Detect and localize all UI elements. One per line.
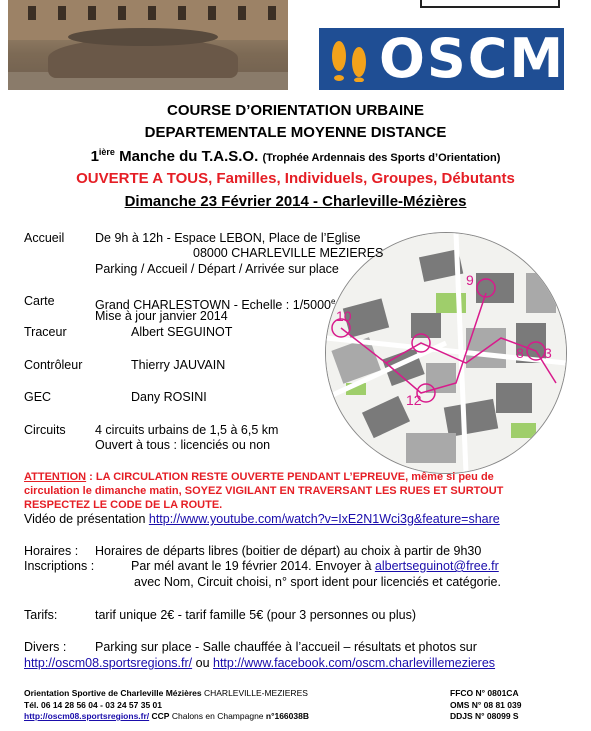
oscm-logo [319, 28, 564, 90]
accueil-line-1: De 9h à 12h - Espace LEBON, Place de l’Eglise [95, 231, 361, 245]
horaires-value: Horaires de départs libres (boitier de départ) au choix à partir de 9h30 [95, 544, 482, 558]
map-control-label: 3 [544, 345, 552, 361]
footer-phone: Tél. 06 14 28 56 04 - 03 24 57 35 01 [24, 699, 162, 710]
map-control-label: 8 [516, 345, 524, 361]
carte-scale: Grand CHARLESTOWN - Echelle : 1/5000 [95, 298, 331, 313]
inscriptions-line-2: avec Nom, Circuit choisi, n° sport ident pour licenciés et catégorie. [134, 575, 501, 589]
carte-line-2: Mise à jour janvier 2014 [95, 309, 228, 323]
divers-label: Divers : [24, 640, 67, 654]
map-control-label: 12 [406, 392, 422, 408]
horaires-label: Horaires : [24, 544, 79, 558]
video-line [24, 512, 500, 527]
footer-right [450, 688, 521, 723]
title-line-3 [0, 147, 591, 165]
facebook-link[interactable]: http://www.facebook.com/oscm.charlevillemezieres [213, 656, 496, 670]
attention-line-2: circulation le dimanche matin, SOYEZ VIGILANT EN TRAVERSANT LES RUES ET SURTOUT [24, 485, 504, 497]
accueil-label: Accueil [24, 231, 65, 245]
inscriptions-line-1 [131, 559, 499, 574]
title-line-1: COURSE D’ORIENTATION URBAINE [167, 102, 424, 119]
tarifs-value: tarif unique 2€ - tarif famille 5€ (pour 3 personnes ou plus) [95, 608, 417, 622]
controleur-label: Contrôleur [24, 358, 83, 372]
map-control-label: 10 [336, 308, 352, 324]
inscriptions-text: Par mél avant le 19 février 2014. Envoyer à [131, 559, 375, 573]
header-photo [8, 0, 288, 90]
accueil-line-2: 08000 CHARLEVILLE MEZIERES [193, 246, 384, 260]
carte-label: Carte [24, 294, 55, 308]
attention-text-1: : LA CIRCULATION RESTE OUVERTE PENDANT L’EPREUVE, même si peu de [86, 471, 494, 483]
circuits-label: Circuits [24, 423, 66, 437]
footer-club-name: Orientation Sportive de Charleville Mézières [24, 688, 202, 698]
inscriptions-email-link[interactable]: albertseguinot@free.fr [374, 559, 499, 573]
footer-oms: OMS N° 08 81 039 [450, 699, 522, 710]
title-date: Dimanche 23 Février 2014 - Charleville-Mézières [124, 193, 467, 210]
top-strip-decoration [420, 0, 560, 8]
circuits-line-2: Ouvert à tous : licenciés ou non [95, 438, 271, 452]
divers-line-1: Parking sur place - Salle chauffée à l’accueil – résultats et photos sur [95, 640, 477, 654]
carte-scale-sup: e [330, 297, 336, 306]
attention-line-3: RESPECTEZ LE CODE DE LA ROUTE. [24, 499, 223, 511]
footer-ccp-place: Chalons en Champagne [169, 711, 266, 721]
divers-separator: ou [192, 656, 213, 670]
accueil-line-3: Parking / Accueil / Départ / Arrivée sur place [95, 262, 339, 276]
sportsregions-link[interactable]: http://oscm08.sportsregions.fr/ [24, 656, 193, 670]
logo-text: OSCM [379, 27, 566, 90]
traceur-label: Traceur [24, 325, 67, 339]
controleur-value: Thierry JAUVAIN [131, 358, 226, 372]
footer-ffco: FFCO N° 0801CA [450, 688, 519, 698]
gec-label: GEC [24, 390, 52, 404]
footer-ccp-line [24, 711, 309, 723]
video-link[interactable]: http://www.youtube.com/watch?v=IxE2N1Wci3g&feature=share [148, 512, 500, 526]
title-manche-number: 1 [90, 148, 99, 165]
footer-club-line [24, 688, 309, 700]
traceur-value: Albert SEGUINOT [131, 325, 233, 339]
orienteering-map [325, 232, 567, 474]
footer-site-link[interactable]: http://oscm08.sportsregions.fr/ [24, 711, 150, 721]
tarifs-label: Tarifs: [24, 608, 58, 622]
attention-word: ATTENTION [24, 471, 87, 483]
footer-ddjs: DDJS N° 08099 S [450, 711, 519, 721]
attention-line-1 [24, 470, 584, 484]
attention-notice [24, 470, 584, 512]
title-manche-sup: ière [98, 147, 115, 157]
footer-ccp-number: n°166038B [265, 711, 309, 721]
footprint-icon [327, 38, 373, 82]
title-line-2: DEPARTEMENTALE MOYENNE DISTANCE [144, 124, 447, 141]
title-manche-text: Manche du T.A.S.O. [114, 148, 263, 165]
footer-ccp-label: CCP [149, 711, 170, 721]
footer-city: CHARLEVILLE-MEZIERES [201, 688, 308, 698]
map-control-label: 9 [466, 272, 474, 288]
video-label: Vidéo de présentation [24, 512, 149, 526]
footer-left [24, 688, 309, 723]
inscriptions-label: Inscriptions : [24, 559, 95, 573]
title-trophee: (Trophée Ardennais des Sports d’Orientation) [262, 152, 501, 164]
title-open-to-all: OUVERTE A TOUS, Familles, Individuels, Groupes, Débutants [76, 170, 515, 187]
map-graphic [326, 233, 566, 473]
divers-line-2 [24, 656, 495, 671]
gec-value: Dany ROSINI [131, 390, 207, 404]
circuits-line-1: 4 circuits urbains de 1,5 à 6,5 km [95, 423, 279, 437]
